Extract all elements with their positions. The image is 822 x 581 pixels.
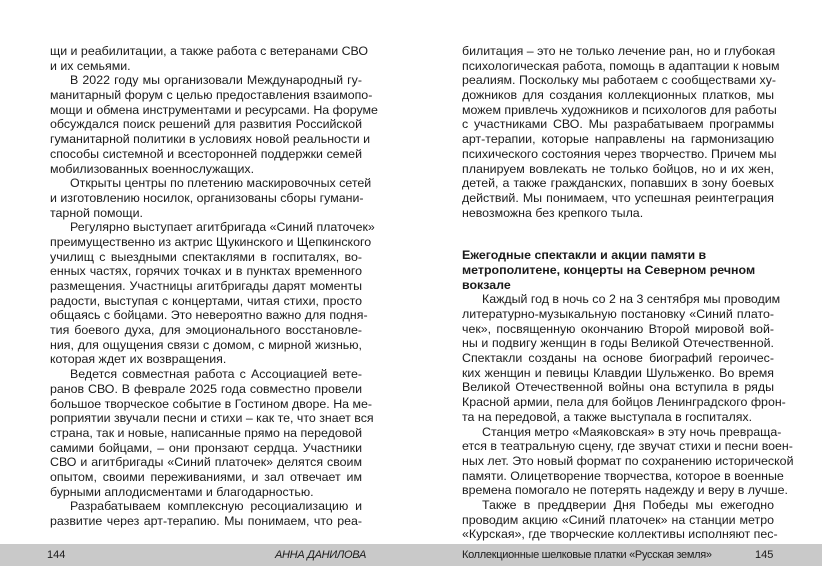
- text-line: ется в театральную сцену, где звучат стихи и песни воен-: [462, 439, 793, 454]
- text-line: та на передовой, а также выступала в госпиталях.: [462, 409, 753, 424]
- right-page-number: 145: [755, 549, 774, 561]
- text-line: способы системной и всесторонней поддержки семей: [50, 146, 362, 161]
- running-head-author: АННА ДАНИЛОВА: [275, 549, 367, 561]
- text-line: времена помогало не потерять надежду и веру в лучше.: [462, 483, 788, 498]
- text-line: щи и реабилитации, а также работа с ветеранами СВО: [50, 44, 369, 58]
- text-line: арт-терапии, которые направлены на гармонизацию: [462, 132, 774, 147]
- text-line: училищ с выездными спектаклями в госпиталях, во-: [50, 249, 362, 264]
- section-heading-line: вокзале: [462, 277, 511, 292]
- text-line: реалиям. Поскольку мы работаем с сообществами ху-: [462, 73, 777, 88]
- text-line: психического состояния через творчество. Причем мы: [462, 146, 777, 161]
- text-line: роприятии звучали песни и стихи – как те, что знает вся: [50, 411, 374, 426]
- text-line: Каждый год в ночь со 2 на 3 сентября мы проводим: [482, 292, 781, 307]
- text-line: большое творческое событие в Гостином дворе. На ме-: [50, 396, 373, 411]
- text-line: можем привлечь художников и психологов для работы: [462, 102, 777, 117]
- text-line: детей, а также гражданских, попавших в зону боевых: [462, 176, 774, 191]
- text-line: тия боевого духа, для эмоционального восстановле-: [50, 323, 362, 338]
- text-line: гуманитарной политики в условиях новой реальности и: [50, 132, 371, 147]
- text-line: радости, выступая с концертами, читая стихи, просто: [50, 293, 362, 308]
- text-line: проводим акцию «Синий платочек» на станции метро: [462, 512, 774, 527]
- right-page-body: [462, 44, 794, 542]
- text-line: енных частях, горячих точках и в пунктах временного: [50, 264, 362, 279]
- text-line: развитие через арт-терапию. Мы понимаем, что реа-: [50, 514, 362, 528]
- text-line: памяти. Олицетворение творчества, которое в военные: [462, 468, 784, 483]
- text-line: Великой Отечественной войны она вступила в ряды: [462, 380, 774, 395]
- text-line: и изготовлению носилок, организованы сборы гумани-: [50, 190, 364, 205]
- text-line: опытом, своими переживаниями, и зал отвечает им: [50, 469, 362, 484]
- text-line: СВО и агитбригады «Синий платочек» делятся своим: [50, 455, 362, 470]
- text-line: Спектакли созданы на основе биографий героичес-: [462, 351, 774, 366]
- text-line: литературно-музыкальную постановку «Синий плато-: [462, 307, 774, 321]
- text-line: ны и подвигу женщин в годы Великой Отечественной.: [462, 336, 774, 351]
- section-heading-line: Ежегодные спектакли и акции памяти в: [462, 248, 707, 263]
- text-line: психологическая работа, помощь в адаптации к новым: [462, 58, 780, 73]
- text-line: мобилизованных военнослужащих.: [50, 161, 255, 176]
- text-line: мощи и обмена инструментами и ресурсами. На форуме: [50, 102, 378, 117]
- text-line: которая ждет их возвращения.: [50, 352, 227, 367]
- text-line: и их семьями.: [50, 58, 131, 73]
- section-spacer: [462, 220, 774, 248]
- text-line: Станция метро «Маяковская» в эту ночь превраща-: [482, 424, 782, 439]
- running-head-book-title: Коллекционные шелковые платки «Русская земля»: [462, 549, 712, 561]
- text-line: бурными аплодисментами и благодарностью.: [50, 484, 314, 499]
- text-line: Разрабатываем комплексную ресоциализацию и: [70, 499, 362, 514]
- text-line: обсуждался поиск решений для развития Российской: [50, 117, 362, 132]
- left-page-body: [50, 44, 378, 529]
- text-line: чек», посвященную окончанию Второй мировой вой-: [462, 321, 774, 336]
- text-line: дожников для создания коллекционных платков, мы: [462, 88, 774, 103]
- text-line: самими бойцами, – они пронзают сердца. Участники: [50, 440, 362, 455]
- text-line: ких женщин и певицы Клавдии Шульженко. Во время: [462, 365, 774, 380]
- text-line: Регулярно выступает агитбригада «Синий платочек»: [70, 220, 375, 235]
- page-footer-bar: [0, 544, 822, 566]
- text-line: Ведется совместная работа с Ассоциацией вете-: [70, 367, 362, 382]
- text-line: Также в преддверии Дня Победы мы ежегодно: [482, 497, 774, 512]
- right-page-section-text: [462, 292, 794, 542]
- text-line: общаясь с бойцами. Это невероятно важно для подня-: [50, 308, 368, 323]
- text-line: ния, для ощущения связи с домом, с мирной жизнью,: [50, 337, 362, 352]
- text-line: манитарный форум с целью предоставления взаимопо-: [50, 88, 373, 103]
- text-line: ранов СВО. В феврале 2025 года совместно провели: [50, 381, 362, 396]
- text-line: Открыты центры по плетению маскировочных сетей: [70, 176, 372, 191]
- text-line: тарной помощи.: [50, 205, 143, 220]
- text-line: ных лет. Это новый формат по сохранению исторической: [462, 453, 794, 468]
- text-line: невозможна без крепкого тыла.: [462, 205, 644, 220]
- text-line: планируем вовлекать не только бойцов, но и их жен,: [462, 161, 774, 176]
- text-line: страна, так и новые, написанные прямо на передовой: [50, 425, 362, 440]
- text-line: билитация – это не только лечение ран, но и глубокая: [462, 44, 776, 58]
- left-page-number: 144: [47, 549, 66, 561]
- text-line: с участниками СВО. Мы разрабатываем программы: [462, 117, 774, 132]
- section-heading: [462, 248, 774, 292]
- text-line: Красной армии, пела для бойцов Ленинградского фрон-: [462, 395, 786, 410]
- text-line: «Курская», где творческие коллективы исполняют пес-: [462, 527, 778, 542]
- text-line: В 2022 году мы организовали Международный гу-: [70, 73, 362, 88]
- right-page-intro-text: [462, 44, 780, 220]
- text-line: преимущественно из актрис Щукинского и Щепкинского: [50, 234, 372, 249]
- text-line: действий. Мы понимаем, что успешная реинтеграция: [462, 190, 774, 205]
- text-line: размещения. Участницы агитбригады дарят моменты: [50, 279, 362, 293]
- section-heading-line: метрополитене, концерты на Северном речном: [462, 262, 756, 277]
